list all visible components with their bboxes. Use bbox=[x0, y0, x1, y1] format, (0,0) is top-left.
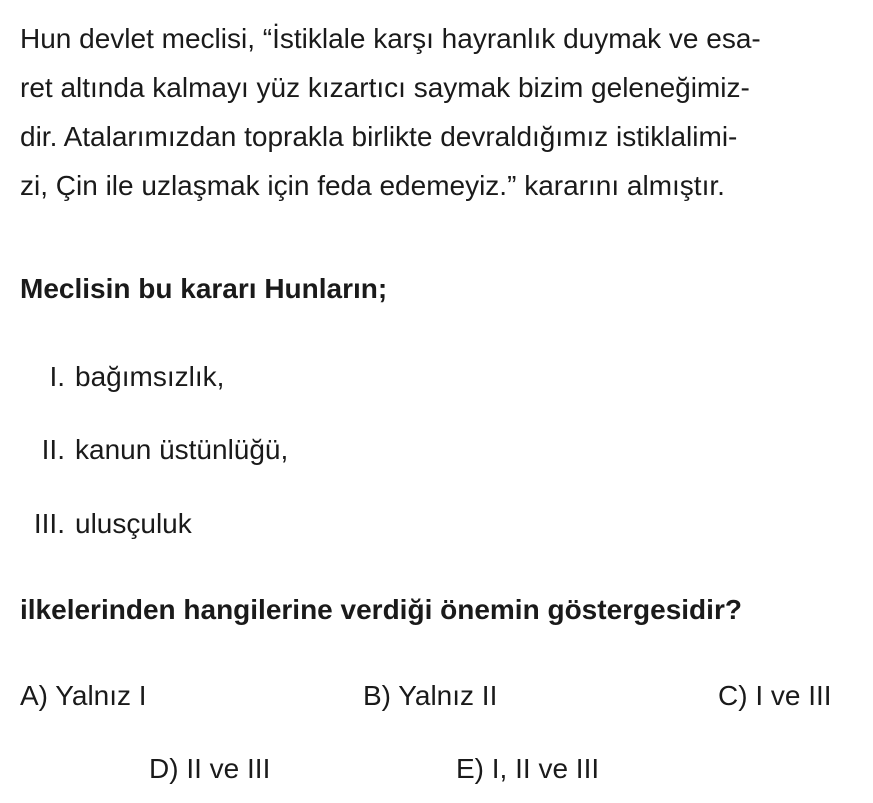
list-item-2 bbox=[20, 430, 288, 470]
passage-line: zi, Çin ile uzlaşmak için feda edemeyiz.” kararını almıştır. bbox=[20, 170, 725, 201]
list-item-number: II. bbox=[41, 434, 65, 465]
option-e[interactable]: E) I, II ve III bbox=[456, 753, 600, 784]
question-stem: Meclisin bu kararı Hunların; bbox=[20, 273, 388, 304]
passage-line: dir. Atalarımızdan toprakla birlikte devraldığımız istiklalimi- bbox=[20, 121, 738, 152]
question-passage bbox=[20, 14, 855, 210]
option-c[interactable]: C) I ve III bbox=[718, 680, 832, 711]
list-item-number: III. bbox=[33, 508, 65, 539]
option-b[interactable]: B) Yalnız II bbox=[363, 680, 498, 711]
option-d[interactable]: D) II ve III bbox=[149, 753, 271, 784]
list-item-number: I. bbox=[49, 361, 65, 392]
list-item-3 bbox=[20, 504, 192, 544]
list-item-1 bbox=[20, 357, 224, 397]
passage-line: ret altında kalmayı yüz kızartıcı saymak bizim geleneğimiz- bbox=[20, 72, 750, 103]
option-a[interactable]: A) Yalnız I bbox=[20, 680, 147, 711]
list-item-text: bağımsızlık, bbox=[75, 361, 225, 392]
question-prompt: ilkelerinden hangilerine verdiği önemin göstergesidir? bbox=[20, 594, 742, 625]
list-item-text: kanun üstünlüğü, bbox=[75, 434, 289, 465]
list-item-text: ulusçuluk bbox=[75, 508, 192, 539]
passage-line: Hun devlet meclisi, “İstiklale karşı hayranlık duymak ve esa- bbox=[20, 23, 761, 54]
